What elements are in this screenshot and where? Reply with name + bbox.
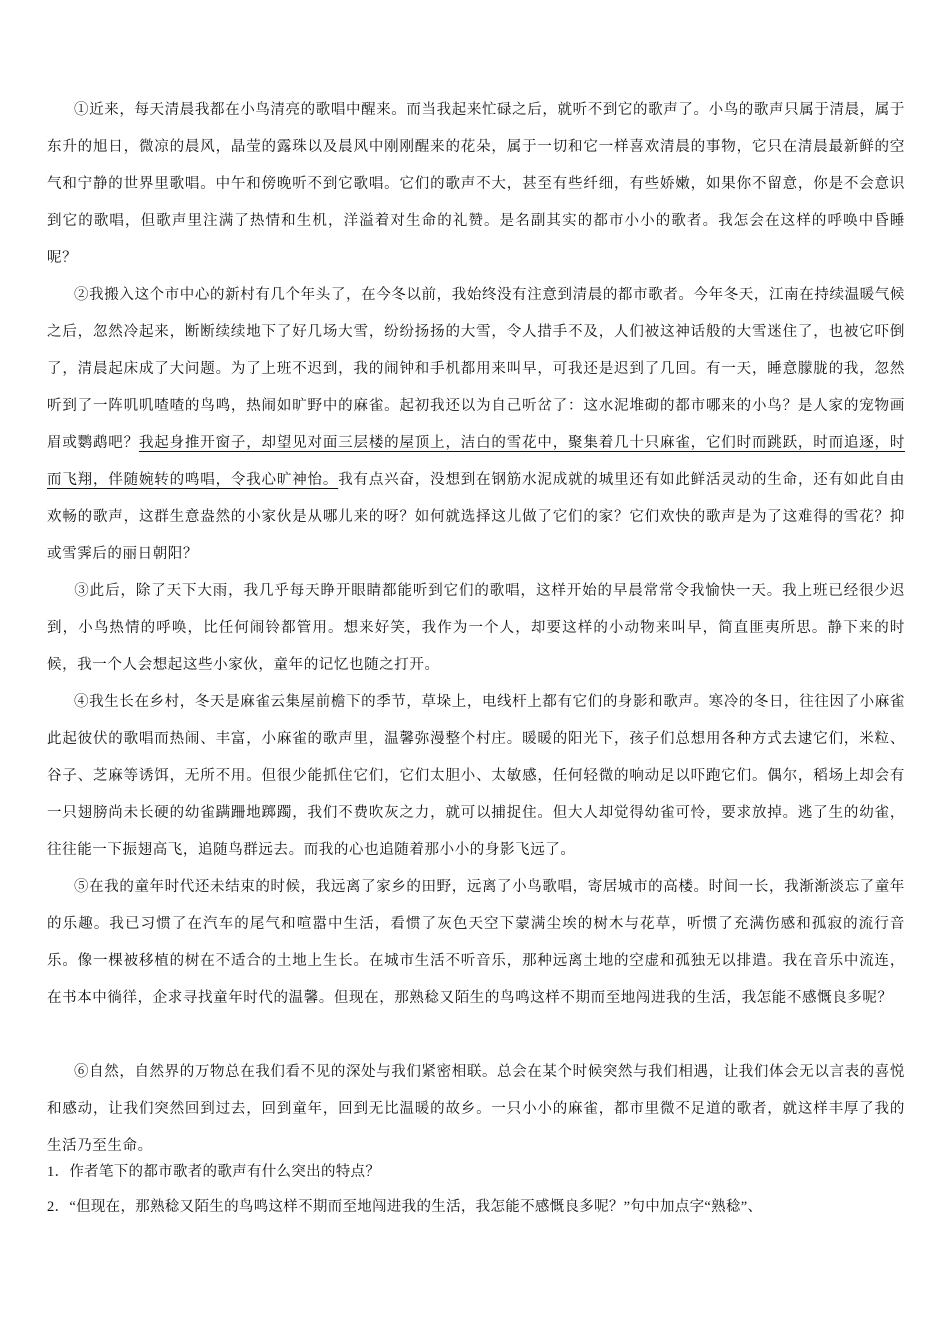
paragraph-2 — [47, 277, 905, 573]
paragraph-2-text-b: 我有点兴奋，没想到在钢筋水泥成就的城里还有如此鲜活灵动的生命，还有如此自由欢畅的歌声，这群生意盎然的小家伙是从哪儿来的呀？如何就选择这儿做了它们的家？它们欢快的歌声是为了这难得的雪花？抑或雪霁后的丽日朝阳？ — [47, 472, 905, 562]
paragraph-2-text-a: ②我搬入这个市中心的新村有几个年头了，在今冬以前，我始终没有注意到清晨的都市歌者。今年冬天，江南在持续温暖气候之后，忽然冷起来，断断续续地下了好几场大雪，纷纷扬扬的大雪，令人措手不及，人们被这神话般的大雪迷住了，也被它吓倒了，清晨起床成了大问题。为了上班不迟到，我的闹钟和手机都用来叫早，可我还是迟到了几回。有一天，睡意朦胧的我，忽然听到了一阵叽叽喳喳的鸟鸣，热闹如旷野中的麻雀。起初我还以为自己听岔了：这水泥堆砌的都市哪来的小鸟？是人家的宠物画眉或鹦鹉吧？ — [47, 287, 905, 451]
paragraph-1 — [47, 92, 905, 277]
question-2: 2．“但现在，那熟稔又陌生的鸟鸣这样不期而至地闯进我的生活，我怎能不感慨良多呢？”句中加点字“熟稔”、 — [47, 1199, 763, 1215]
paragraph-1-text: ①近来，每天清晨我都在小鸟清亮的歌唱中醒来。而当我起来忙碌之后，就听不到它的歌声了。小鸟的歌声只属于清晨，属于东升的旭日，微凉的晨风，晶莹的露珠以及晨风中刚刚醒来的花朵，属于一切和它一样喜欢清晨的事物，它只在清晨最新鲜的空气和宁静的世界里歌唱。中午和傍晚听不到它歌唱。它们的歌声不大，甚至有些纤细，有些娇嫩，如果你不留意，你是不会意识到它的歌唱，但歌声里注满了热情和生机，洋溢着对生命的礼赞。是名副其实的都市小小的歌者。我怎会在这样的呼唤中昏睡呢？ — [47, 102, 905, 266]
paragraph-6 — [47, 1054, 905, 1165]
question-1: 1．作者笔下的都市歌者的歌声有什么突出的特点？ — [47, 1164, 381, 1180]
paragraph-6-text: ⑥自然，自然界的万物总在我们看不见的深处与我们紧密相联。总会在某个时候突然与我们相遇，让我们体会无以言表的喜悦和感动，让我们突然回到过去，回到童年，回到无比温暖的故乡。一只小小的麻雀，都市里微不足道的歌者，就这样丰厚了我的生活乃至生命。 — [47, 1064, 905, 1154]
paragraph-2-underlined-sentence: 我起身推开窗子，却望见对面三层楼的屋顶上，洁白的雪花中，聚集着几十只麻雀，它们时而跳跃，时而追逐，时而飞翔，伴随婉转的鸣唱，令我心旷神怡。 — [47, 435, 905, 488]
paragraph-5 — [47, 869, 905, 1017]
paragraph-3 — [47, 573, 905, 684]
paragraph-5-text: ⑤在我的童年时代还未结束的时候，我远离了家乡的田野，远离了小鸟歌唱，寄居城市的高楼。时间一长，我渐渐淡忘了童年的乐趣。我已习惯了在汽车的尾气和喧嚣中生活，看惯了灰色天空下蒙满尘埃的树木与花草，听惯了充满伤感和孤寂的流行音乐。像一棵被移植的树在不适合的土地上生长。在城市生活不听音乐，那种远离土地的空虚和孤独无以排遣。我在音乐中流连，在书本中徜徉，企求寻找童年时代的温馨。但现在，那熟稔又陌生的鸟鸣这样不期而至地闯进我的生活，我怎能不感慨良多呢？ — [47, 879, 905, 1006]
paragraph-3-text: ③此后，除了天下大雨，我几乎每天睁开眼睛都能听到它们的歌唱，这样开始的早晨常常令我愉快一天。我上班已经很少迟到，小鸟热情的呼唤，比任何闹铃都管用。想来好笑，我作为一个人，却要这样的小动物来叫早，简直匪夷所思。静下来的时候，我一个人会想起这些小家伙，童年的记忆也随之打开。 — [47, 583, 905, 673]
paragraph-4-text: ④我生长在乡村，冬天是麻雀云集屋前檐下的季节，草垛上，电线杆上都有它们的身影和歌声。寒冷的冬日，往往因了小麻雀此起彼伏的歌唱而热闹、丰富，小麻雀的歌声里，温馨弥漫整个村庄。暖暖的阳光下，孩子们总想用各种方式去逮它们，米粒、谷子、芝麻等诱饵，无所不用。但很少能抓住它们，它们太胆小、太敏感，任何轻微的响动足以吓跑它们。偶尔，稻场上却会有一只翅膀尚未长硬的幼雀蹒跚地踯躅，我们不费吹灰之力，就可以捕捉住。但大人却觉得幼雀可怜，要求放掉。逃了生的幼雀，往往能一下振翅高飞，追随鸟群远去。而我的心也追随着那小小的身影飞远了。 — [47, 694, 905, 858]
paragraph-4 — [47, 684, 905, 869]
